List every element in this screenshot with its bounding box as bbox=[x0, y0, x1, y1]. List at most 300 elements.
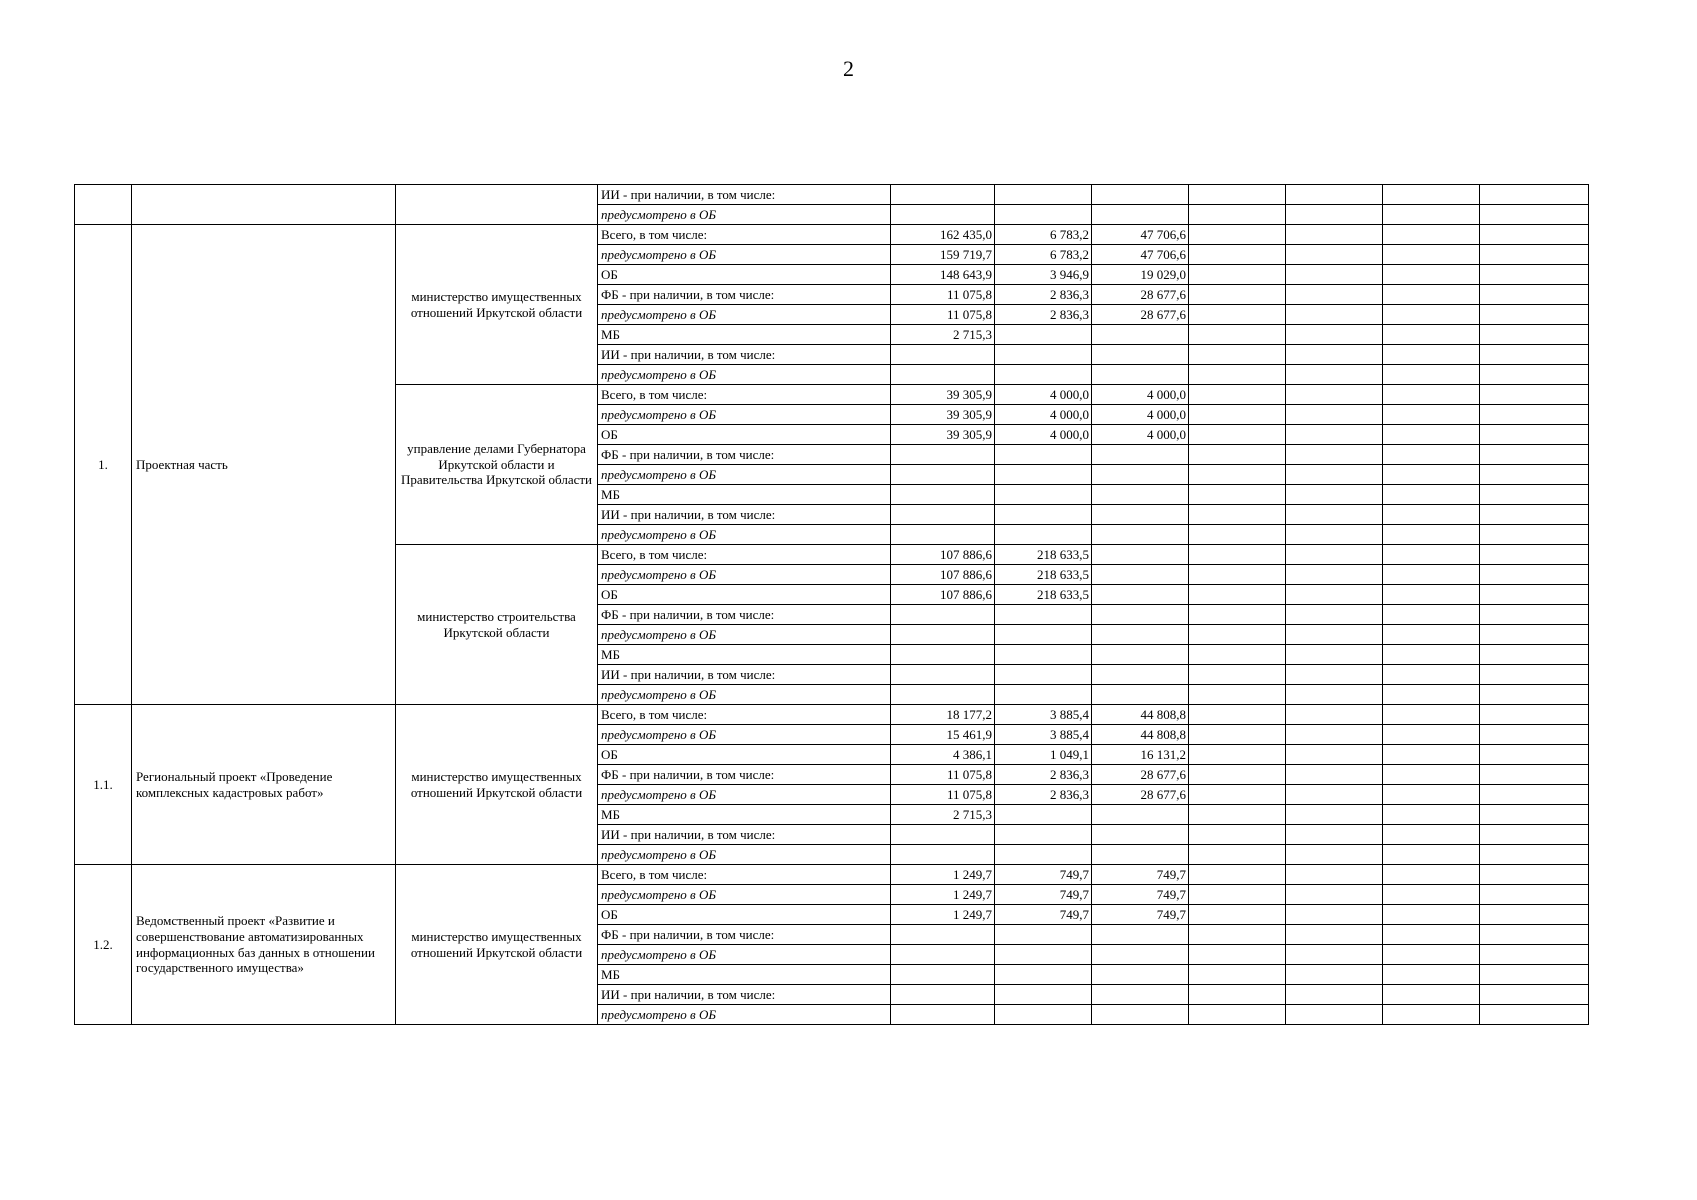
amount-cell bbox=[995, 485, 1092, 505]
amount-cell bbox=[995, 525, 1092, 545]
amount-cell bbox=[1189, 925, 1286, 945]
amount-cell bbox=[1189, 865, 1286, 885]
amount-cell: 39 305,9 bbox=[891, 405, 995, 425]
amount-cell bbox=[1480, 185, 1589, 205]
amount-cell: 2 715,3 bbox=[891, 805, 995, 825]
funding-source-label: ФБ - при наличии, в том числе: bbox=[598, 445, 891, 465]
amount-cell bbox=[1286, 325, 1383, 345]
amount-cell bbox=[1383, 185, 1480, 205]
funding-source-label: предусмотрено в ОБ bbox=[598, 685, 891, 705]
amount-cell bbox=[1189, 325, 1286, 345]
amount-cell bbox=[995, 825, 1092, 845]
amount-cell: 4 000,0 bbox=[995, 425, 1092, 445]
amount-cell bbox=[891, 845, 995, 865]
amount-cell bbox=[1480, 805, 1589, 825]
amount-cell bbox=[1092, 485, 1189, 505]
table-row bbox=[75, 865, 1589, 885]
amount-cell bbox=[891, 525, 995, 545]
amount-cell: 4 000,0 bbox=[1092, 385, 1189, 405]
amount-cell: 6 783,2 bbox=[995, 245, 1092, 265]
funding-source-label: предусмотрено в ОБ bbox=[598, 945, 891, 965]
amount-cell bbox=[1480, 945, 1589, 965]
amount-cell bbox=[1189, 765, 1286, 785]
item-name: Региональный проект «Проведение комплексных кадастровых работ» bbox=[132, 705, 396, 865]
amount-cell bbox=[1383, 885, 1480, 905]
amount-cell bbox=[1286, 405, 1383, 425]
amount-cell: 107 886,6 bbox=[891, 565, 995, 585]
amount-cell bbox=[1286, 245, 1383, 265]
amount-cell bbox=[891, 205, 995, 225]
amount-cell bbox=[1480, 265, 1589, 285]
amount-cell bbox=[1286, 945, 1383, 965]
amount-cell bbox=[891, 625, 995, 645]
amount-cell: 107 886,6 bbox=[891, 545, 995, 565]
amount-cell bbox=[1286, 905, 1383, 925]
amount-cell bbox=[1383, 905, 1480, 925]
amount-cell bbox=[1480, 325, 1589, 345]
amount-cell bbox=[1286, 845, 1383, 865]
amount-cell bbox=[891, 185, 995, 205]
amount-cell bbox=[1189, 425, 1286, 445]
table-row bbox=[75, 705, 1589, 725]
amount-cell bbox=[1286, 425, 1383, 445]
funding-source-label: предусмотрено в ОБ bbox=[598, 365, 891, 385]
funding-source-label: предусмотрено в ОБ bbox=[598, 465, 891, 485]
amount-cell bbox=[1189, 965, 1286, 985]
amount-cell bbox=[1286, 785, 1383, 805]
amount-cell bbox=[1189, 245, 1286, 265]
amount-cell bbox=[1383, 985, 1480, 1005]
amount-cell bbox=[995, 365, 1092, 385]
amount-cell bbox=[1286, 625, 1383, 645]
funding-source-label: ОБ bbox=[598, 265, 891, 285]
amount-cell bbox=[1286, 685, 1383, 705]
amount-cell bbox=[1286, 285, 1383, 305]
amount-cell bbox=[1286, 705, 1383, 725]
amount-cell bbox=[1383, 525, 1480, 545]
amount-cell bbox=[1383, 545, 1480, 565]
amount-cell: 15 461,9 bbox=[891, 725, 995, 745]
amount-cell bbox=[1480, 1005, 1589, 1025]
amount-cell: 11 075,8 bbox=[891, 305, 995, 325]
amount-cell bbox=[1092, 445, 1189, 465]
amount-cell bbox=[1383, 805, 1480, 825]
amount-cell bbox=[1480, 405, 1589, 425]
amount-cell bbox=[1383, 685, 1480, 705]
amount-cell bbox=[1383, 745, 1480, 765]
amount-cell bbox=[1383, 205, 1480, 225]
amount-cell bbox=[1189, 945, 1286, 965]
amount-cell bbox=[1383, 405, 1480, 425]
funding-source-label: ИИ - при наличии, в том числе: bbox=[598, 345, 891, 365]
funding-source-label: МБ bbox=[598, 325, 891, 345]
amount-cell bbox=[1286, 205, 1383, 225]
amount-cell bbox=[1480, 225, 1589, 245]
funding-source-label: Всего, в том числе: bbox=[598, 545, 891, 565]
item-number: 1.1. bbox=[75, 705, 132, 865]
amount-cell bbox=[1092, 525, 1189, 545]
amount-cell bbox=[1383, 785, 1480, 805]
amount-cell bbox=[1480, 385, 1589, 405]
amount-cell: 4 000,0 bbox=[1092, 405, 1189, 425]
amount-cell bbox=[1286, 1005, 1383, 1025]
amount-cell bbox=[1189, 605, 1286, 625]
amount-cell bbox=[995, 805, 1092, 825]
funding-source-label: предусмотрено в ОБ bbox=[598, 525, 891, 545]
funding-source-label: предусмотрено в ОБ bbox=[598, 405, 891, 425]
amount-cell bbox=[1480, 545, 1589, 565]
amount-cell: 162 435,0 bbox=[891, 225, 995, 245]
funding-source-label: МБ bbox=[598, 965, 891, 985]
item-name: Ведомственный проект «Развитие и совершенствование автоматизированных информационных баз данных в отношении государственного имущества» bbox=[132, 865, 396, 1025]
amount-cell: 18 177,2 bbox=[891, 705, 995, 725]
amount-cell bbox=[1383, 225, 1480, 245]
amount-cell bbox=[1286, 725, 1383, 745]
amount-cell bbox=[1383, 965, 1480, 985]
funding-source-label: предусмотрено в ОБ bbox=[598, 885, 891, 905]
amount-cell bbox=[1286, 885, 1383, 905]
funding-source-label: ФБ - при наличии, в том числе: bbox=[598, 925, 891, 945]
amount-cell: 2 836,3 bbox=[995, 305, 1092, 325]
page-number: 2 bbox=[843, 56, 854, 81]
amount-cell bbox=[891, 925, 995, 945]
amount-cell bbox=[1480, 605, 1589, 625]
amount-cell: 1 249,7 bbox=[891, 885, 995, 905]
item-number bbox=[75, 185, 132, 225]
amount-cell: 28 677,6 bbox=[1092, 765, 1189, 785]
funding-source-label: ОБ bbox=[598, 585, 891, 605]
amount-cell bbox=[1286, 365, 1383, 385]
amount-cell bbox=[1189, 845, 1286, 865]
amount-cell bbox=[891, 825, 995, 845]
amount-cell bbox=[1092, 605, 1189, 625]
amount-cell bbox=[1286, 965, 1383, 985]
amount-cell bbox=[1480, 525, 1589, 545]
amount-cell bbox=[1480, 665, 1589, 685]
amount-cell: 218 633,5 bbox=[995, 585, 1092, 605]
funding-source-label: ОБ bbox=[598, 425, 891, 445]
executor-name: управление делами Губернатора Иркутской области и Правительства Иркутской области bbox=[396, 385, 598, 545]
funding-source-label: предусмотрено в ОБ bbox=[598, 205, 891, 225]
amount-cell bbox=[1383, 705, 1480, 725]
amount-cell bbox=[1480, 625, 1589, 645]
amount-cell bbox=[1480, 885, 1589, 905]
amount-cell bbox=[995, 205, 1092, 225]
amount-cell bbox=[1480, 785, 1589, 805]
amount-cell bbox=[1189, 485, 1286, 505]
amount-cell bbox=[995, 925, 1092, 945]
amount-cell bbox=[995, 845, 1092, 865]
amount-cell bbox=[1286, 925, 1383, 945]
amount-cell bbox=[1383, 285, 1480, 305]
amount-cell bbox=[1286, 765, 1383, 785]
amount-cell bbox=[995, 965, 1092, 985]
amount-cell bbox=[1383, 925, 1480, 945]
amount-cell bbox=[1092, 365, 1189, 385]
amount-cell: 3 885,4 bbox=[995, 705, 1092, 725]
amount-cell: 3 946,9 bbox=[995, 265, 1092, 285]
amount-cell bbox=[1480, 965, 1589, 985]
amount-cell: 28 677,6 bbox=[1092, 305, 1189, 325]
amount-cell: 1 249,7 bbox=[891, 865, 995, 885]
amount-cell bbox=[1286, 465, 1383, 485]
amount-cell bbox=[1480, 905, 1589, 925]
amount-cell bbox=[1286, 565, 1383, 585]
funding-source-label: ФБ - при наличии, в том числе: bbox=[598, 285, 891, 305]
amount-cell bbox=[1092, 945, 1189, 965]
amount-cell bbox=[1480, 685, 1589, 705]
amount-cell bbox=[1383, 1005, 1480, 1025]
amount-cell bbox=[995, 645, 1092, 665]
amount-cell bbox=[1480, 845, 1589, 865]
amount-cell bbox=[1189, 525, 1286, 545]
amount-cell: 39 305,9 bbox=[891, 385, 995, 405]
amount-cell bbox=[1480, 305, 1589, 325]
amount-cell bbox=[1286, 605, 1383, 625]
amount-cell bbox=[1480, 925, 1589, 945]
amount-cell bbox=[1189, 885, 1286, 905]
amount-cell bbox=[1189, 625, 1286, 645]
executor-name: министерство строительства Иркутской области bbox=[396, 545, 598, 705]
funding-source-label: ОБ bbox=[598, 745, 891, 765]
amount-cell: 749,7 bbox=[995, 905, 1092, 925]
amount-cell bbox=[1480, 465, 1589, 485]
amount-cell bbox=[1286, 645, 1383, 665]
amount-cell bbox=[995, 345, 1092, 365]
amount-cell: 44 808,8 bbox=[1092, 725, 1189, 745]
amount-cell bbox=[1286, 185, 1383, 205]
amount-cell bbox=[995, 445, 1092, 465]
amount-cell bbox=[1480, 485, 1589, 505]
amount-cell bbox=[1092, 985, 1189, 1005]
amount-cell bbox=[1383, 485, 1480, 505]
amount-cell bbox=[995, 665, 1092, 685]
item-number: 1. bbox=[75, 225, 132, 705]
funding-source-label: предусмотрено в ОБ bbox=[598, 785, 891, 805]
amount-cell: 39 305,9 bbox=[891, 425, 995, 445]
funding-source-label: предусмотрено в ОБ bbox=[598, 1005, 891, 1025]
amount-cell bbox=[1189, 545, 1286, 565]
amount-cell: 107 886,6 bbox=[891, 585, 995, 605]
amount-cell: 6 783,2 bbox=[995, 225, 1092, 245]
amount-cell bbox=[1092, 965, 1189, 985]
amount-cell bbox=[1383, 605, 1480, 625]
funding-table bbox=[74, 184, 1589, 1025]
amount-cell bbox=[1383, 865, 1480, 885]
amount-cell bbox=[995, 505, 1092, 525]
funding-source-label: ИИ - при наличии, в том числе: bbox=[598, 185, 891, 205]
amount-cell bbox=[1383, 825, 1480, 845]
amount-cell bbox=[1480, 245, 1589, 265]
funding-source-label: предусмотрено в ОБ bbox=[598, 725, 891, 745]
amount-cell: 749,7 bbox=[1092, 905, 1189, 925]
amount-cell bbox=[1480, 425, 1589, 445]
amount-cell bbox=[1383, 845, 1480, 865]
funding-source-label: Всего, в том числе: bbox=[598, 225, 891, 245]
table-row bbox=[75, 225, 1589, 245]
amount-cell: 4 000,0 bbox=[1092, 425, 1189, 445]
amount-cell: 4 386,1 bbox=[891, 745, 995, 765]
amount-cell: 47 706,6 bbox=[1092, 245, 1189, 265]
amount-cell bbox=[1286, 265, 1383, 285]
amount-cell bbox=[1383, 445, 1480, 465]
amount-cell bbox=[1286, 225, 1383, 245]
amount-cell bbox=[995, 465, 1092, 485]
amount-cell bbox=[1092, 465, 1189, 485]
amount-cell bbox=[1480, 725, 1589, 745]
amount-cell bbox=[1189, 405, 1286, 425]
amount-cell bbox=[1286, 585, 1383, 605]
amount-cell bbox=[1286, 485, 1383, 505]
amount-cell bbox=[891, 505, 995, 525]
amount-cell: 218 633,5 bbox=[995, 565, 1092, 585]
amount-cell bbox=[995, 985, 1092, 1005]
amount-cell bbox=[1092, 665, 1189, 685]
amount-cell bbox=[1189, 805, 1286, 825]
amount-cell bbox=[1480, 745, 1589, 765]
amount-cell bbox=[1092, 345, 1189, 365]
amount-cell bbox=[1189, 725, 1286, 745]
amount-cell: 159 719,7 bbox=[891, 245, 995, 265]
funding-source-label: МБ bbox=[598, 645, 891, 665]
amount-cell bbox=[1286, 505, 1383, 525]
amount-cell: 4 000,0 bbox=[995, 385, 1092, 405]
executor-name: министерство имущественных отношений Иркутской области bbox=[396, 705, 598, 865]
amount-cell bbox=[1480, 645, 1589, 665]
funding-source-label: МБ bbox=[598, 805, 891, 825]
amount-cell bbox=[1480, 865, 1589, 885]
amount-cell: 2 836,3 bbox=[995, 285, 1092, 305]
amount-cell bbox=[1092, 925, 1189, 945]
amount-cell bbox=[1189, 465, 1286, 485]
amount-cell bbox=[1480, 825, 1589, 845]
amount-cell: 749,7 bbox=[995, 885, 1092, 905]
amount-cell bbox=[1092, 1005, 1189, 1025]
amount-cell bbox=[1480, 285, 1589, 305]
amount-cell bbox=[1092, 825, 1189, 845]
amount-cell bbox=[1480, 345, 1589, 365]
amount-cell: 2 836,3 bbox=[995, 765, 1092, 785]
amount-cell: 148 643,9 bbox=[891, 265, 995, 285]
amount-cell bbox=[1189, 905, 1286, 925]
amount-cell: 28 677,6 bbox=[1092, 785, 1189, 805]
amount-cell bbox=[995, 945, 1092, 965]
amount-cell bbox=[891, 445, 995, 465]
item-name: Проектная часть bbox=[132, 225, 396, 705]
amount-cell bbox=[1383, 585, 1480, 605]
amount-cell bbox=[1189, 685, 1286, 705]
amount-cell bbox=[1189, 825, 1286, 845]
amount-cell: 44 808,8 bbox=[1092, 705, 1189, 725]
amount-cell bbox=[1286, 525, 1383, 545]
amount-cell bbox=[891, 365, 995, 385]
amount-cell bbox=[1189, 565, 1286, 585]
amount-cell: 16 131,2 bbox=[1092, 745, 1189, 765]
amount-cell bbox=[1286, 345, 1383, 365]
amount-cell bbox=[1092, 205, 1189, 225]
amount-cell: 749,7 bbox=[1092, 865, 1189, 885]
amount-cell bbox=[1092, 505, 1189, 525]
funding-source-label: Всего, в том числе: bbox=[598, 705, 891, 725]
amount-cell bbox=[1286, 745, 1383, 765]
funding-source-label: МБ bbox=[598, 485, 891, 505]
amount-cell bbox=[1286, 665, 1383, 685]
amount-cell bbox=[1189, 665, 1286, 685]
amount-cell bbox=[995, 685, 1092, 705]
amount-cell bbox=[891, 965, 995, 985]
amount-cell bbox=[1092, 645, 1189, 665]
table-row bbox=[75, 185, 1589, 205]
amount-cell bbox=[1383, 365, 1480, 385]
amount-cell bbox=[1480, 505, 1589, 525]
funding-source-label: предусмотрено в ОБ bbox=[598, 625, 891, 645]
amount-cell bbox=[1480, 445, 1589, 465]
amount-cell bbox=[1286, 305, 1383, 325]
amount-cell bbox=[1189, 385, 1286, 405]
amount-cell bbox=[1480, 205, 1589, 225]
amount-cell bbox=[1480, 585, 1589, 605]
amount-cell bbox=[995, 605, 1092, 625]
amount-cell bbox=[1189, 505, 1286, 525]
amount-cell bbox=[1092, 325, 1189, 345]
executor-name: министерство имущественных отношений Иркутской области bbox=[396, 865, 598, 1025]
amount-cell bbox=[1383, 345, 1480, 365]
amount-cell bbox=[1092, 685, 1189, 705]
amount-cell bbox=[891, 985, 995, 1005]
amount-cell bbox=[1286, 865, 1383, 885]
amount-cell: 11 075,8 bbox=[891, 285, 995, 305]
funding-source-label: Всего, в том числе: bbox=[598, 865, 891, 885]
funding-source-label: ОБ bbox=[598, 905, 891, 925]
amount-cell bbox=[1480, 985, 1589, 1005]
amount-cell bbox=[891, 945, 995, 965]
amount-cell bbox=[1383, 645, 1480, 665]
funding-source-label: предусмотрено в ОБ bbox=[598, 565, 891, 585]
amount-cell bbox=[891, 465, 995, 485]
amount-cell: 1 249,7 bbox=[891, 905, 995, 925]
amount-cell bbox=[1189, 785, 1286, 805]
amount-cell bbox=[1383, 245, 1480, 265]
funding-source-label: ИИ - при наличии, в том числе: bbox=[598, 505, 891, 525]
amount-cell bbox=[995, 325, 1092, 345]
amount-cell bbox=[1383, 265, 1480, 285]
funding-source-label: ИИ - при наличии, в том числе: bbox=[598, 825, 891, 845]
amount-cell bbox=[891, 1005, 995, 1025]
amount-cell: 1 049,1 bbox=[995, 745, 1092, 765]
executor-name bbox=[396, 185, 598, 225]
amount-cell bbox=[1189, 225, 1286, 245]
amount-cell bbox=[1189, 585, 1286, 605]
amount-cell bbox=[1383, 665, 1480, 685]
amount-cell bbox=[891, 605, 995, 625]
amount-cell: 11 075,8 bbox=[891, 765, 995, 785]
amount-cell bbox=[1092, 585, 1189, 605]
amount-cell: 47 706,6 bbox=[1092, 225, 1189, 245]
amount-cell bbox=[1092, 805, 1189, 825]
amount-cell bbox=[891, 685, 995, 705]
amount-cell bbox=[1286, 825, 1383, 845]
amount-cell bbox=[1092, 545, 1189, 565]
amount-cell bbox=[1480, 765, 1589, 785]
amount-cell bbox=[1383, 305, 1480, 325]
amount-cell bbox=[1383, 385, 1480, 405]
funding-source-label: Всего, в том числе: bbox=[598, 385, 891, 405]
amount-cell bbox=[1189, 205, 1286, 225]
amount-cell bbox=[1383, 565, 1480, 585]
amount-cell bbox=[1480, 565, 1589, 585]
item-number: 1.2. bbox=[75, 865, 132, 1025]
amount-cell bbox=[995, 625, 1092, 645]
